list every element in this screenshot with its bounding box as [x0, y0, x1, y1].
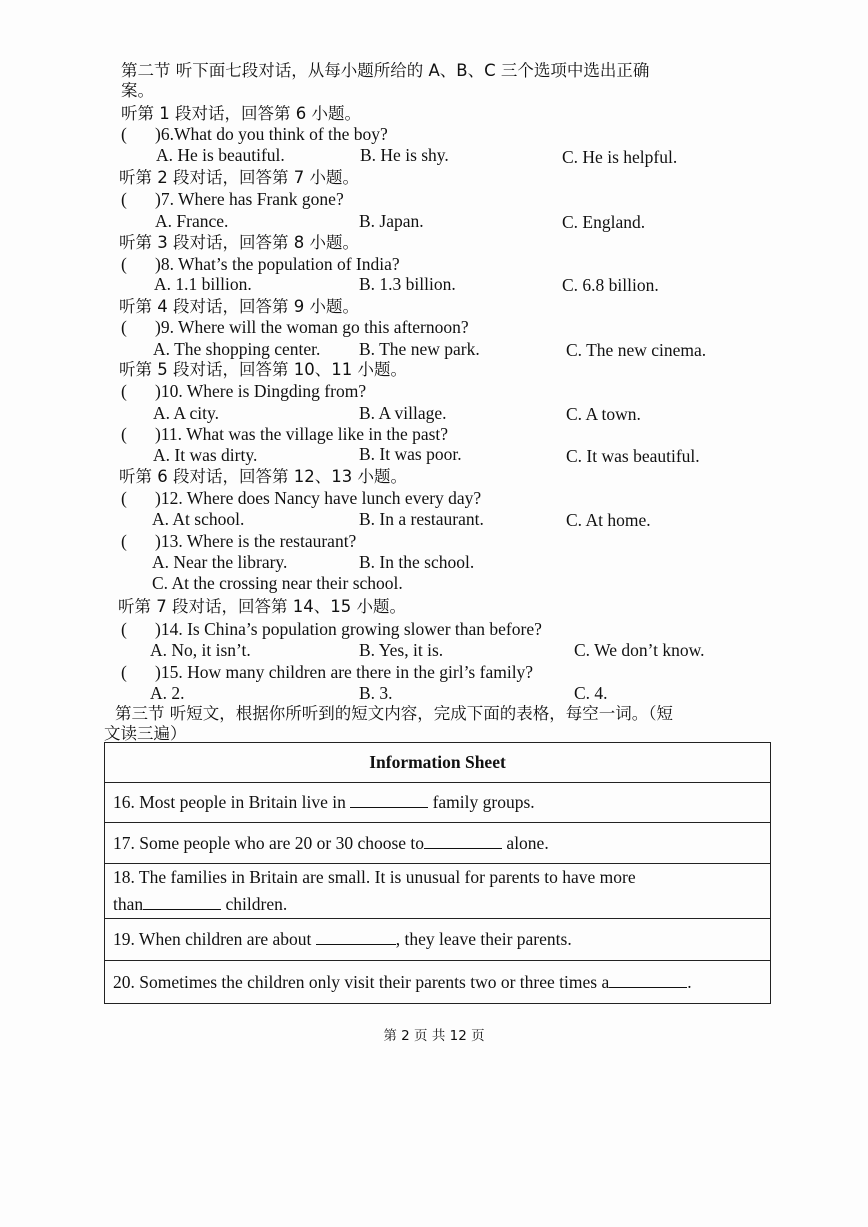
option-c: C. 6.8 billion.	[562, 275, 659, 295]
row-text: 17. Some people who are 20 or 30 choose to	[113, 832, 425, 853]
option-c: C. We don’t know.	[574, 640, 705, 660]
dialogue-intro: 听第 3 段对话，回答第 8 小题。	[119, 233, 359, 252]
option-c: C. 4.	[574, 683, 608, 703]
option-a: A. 2.	[150, 683, 185, 703]
row-text: children.	[221, 894, 288, 914]
option-a: A. France.	[155, 211, 229, 231]
answer-blank[interactable]	[143, 894, 221, 910]
sheet-row-19	[105, 919, 771, 961]
question-text: )10. Where is Dingding from?	[155, 381, 367, 401]
question-10	[121, 381, 366, 402]
option-c: C. A town.	[566, 404, 641, 424]
question-text: )9. Where will the woman go this afternoon?	[155, 317, 469, 337]
section3-heading: 第三节 听短文，根据你所听到的短文内容，完成下面的表格，每空一词。（短	[115, 704, 673, 723]
option-b: B. It was poor.	[359, 444, 462, 464]
option-b: B. The new park.	[359, 339, 480, 359]
information-sheet-table	[104, 742, 771, 1004]
question-8	[121, 254, 400, 275]
option-b: B. He is shy.	[360, 145, 449, 165]
row-text: 18. The families in Britain are small. It is unusual for parents to have more	[113, 867, 636, 887]
question-text: )12. Where does Nancy have lunch every day?	[155, 488, 482, 508]
sheet-row-18	[105, 864, 771, 919]
option-a: A. A city.	[153, 403, 219, 423]
question-text: )6.What do you think of the boy?	[155, 124, 388, 144]
sheet-row-16	[105, 783, 771, 823]
row-text: , they leave their parents.	[395, 929, 572, 949]
option-a: A. No, it isn’t.	[150, 640, 251, 660]
dialogue-intro: 听第 7 段对话，回答第 14、15 小题。	[118, 597, 406, 616]
row-text: 19. When children are about	[113, 929, 316, 949]
question-6	[121, 124, 388, 145]
option-c: C. He is helpful.	[562, 147, 678, 167]
option-b: B. A village.	[359, 403, 447, 423]
option-a: A. 1.1 billion.	[154, 274, 252, 294]
dialogue-intro: 听第 2 段对话，回答第 7 小题。	[119, 168, 359, 187]
option-b: B. 1.3 billion.	[359, 274, 456, 294]
option-a: A. At school.	[152, 509, 245, 529]
row-text: family groups.	[428, 792, 535, 812]
question-14	[121, 619, 542, 640]
question-text: )15. How many children are there in the girl’s family?	[155, 662, 534, 682]
option-b: B. 3.	[359, 683, 393, 703]
row-text: 20. Sometimes the children only visit their parents two or three times a	[113, 971, 610, 992]
answer-blank[interactable]	[316, 929, 396, 945]
dialogue-intro: 听第 6 段对话，回答第 12、13 小题。	[119, 467, 407, 486]
answer-bracket[interactable]: (	[121, 619, 127, 639]
row-text: alone.	[502, 832, 549, 853]
answer-blank[interactable]	[609, 972, 687, 988]
answer-bracket[interactable]: (	[121, 317, 127, 337]
answer-bracket[interactable]: (	[121, 424, 127, 444]
question-text: )7. Where has Frank gone?	[155, 189, 344, 209]
question-15	[121, 662, 533, 683]
question-11	[121, 424, 448, 445]
option-c: C. The new cinema.	[566, 340, 707, 360]
row-text: .	[687, 971, 692, 992]
question-text: )8. What’s the population of India?	[155, 254, 400, 274]
sheet-row-20	[105, 961, 771, 1004]
section3-heading-cont: 文读三遍）	[104, 724, 187, 743]
option-b: B. In the school.	[359, 552, 475, 572]
dialogue-intro: 听第 4 段对话，回答第 9 小题。	[119, 297, 359, 316]
answer-bracket[interactable]: (	[121, 488, 127, 508]
option-c: C. At home.	[566, 510, 651, 530]
question-12	[121, 488, 481, 509]
answer-blank[interactable]	[424, 833, 502, 849]
option-b: B. Japan.	[359, 211, 424, 231]
question-text: )13. Where is the restaurant?	[155, 531, 357, 551]
answer-bracket[interactable]: (	[121, 662, 127, 682]
question-7	[121, 189, 344, 210]
dialogue-intro: 听第 1 段对话，回答第 6 小题。	[121, 104, 361, 123]
option-a: A. The shopping center.	[153, 339, 321, 359]
page-number-footer: 第 2 页 共 12 页	[383, 1028, 485, 1044]
option-c: C. It was beautiful.	[566, 446, 700, 466]
option-a: A. He is beautiful.	[156, 145, 285, 165]
option-b: B. Yes, it is.	[359, 640, 444, 660]
question-text: )14. Is China’s population growing slower than before?	[155, 619, 542, 639]
question-text: )11. What was the village like in the past?	[155, 424, 449, 444]
answer-bracket[interactable]: (	[121, 381, 127, 401]
dialogue-intro: 听第 5 段对话，回答第 10、11 小题。	[119, 360, 407, 379]
section2-heading: 第二节 听下面七段对话，从每小题所给的 A、B、C 三个选项中选出正确	[121, 61, 650, 80]
option-c: C. At the crossing near their school.	[152, 573, 403, 593]
answer-bracket[interactable]: (	[121, 189, 127, 209]
question-13	[121, 531, 356, 552]
row-text: 16. Most people in Britain live in	[113, 792, 351, 812]
sheet-title: Information Sheet	[105, 743, 771, 783]
option-b: B. In a restaurant.	[359, 509, 484, 529]
answer-bracket[interactable]: (	[121, 124, 127, 144]
section2-heading-cont: 案。	[121, 81, 154, 100]
option-c: C. England.	[562, 212, 646, 232]
sheet-row-17	[105, 823, 771, 864]
answer-bracket[interactable]: (	[121, 531, 127, 551]
option-a: A. Near the library.	[152, 552, 288, 572]
answer-bracket[interactable]: (	[121, 254, 127, 274]
answer-blank[interactable]	[350, 792, 428, 808]
question-9	[121, 317, 469, 338]
row-text: than	[113, 894, 144, 914]
option-a: A. It was dirty.	[153, 445, 258, 465]
